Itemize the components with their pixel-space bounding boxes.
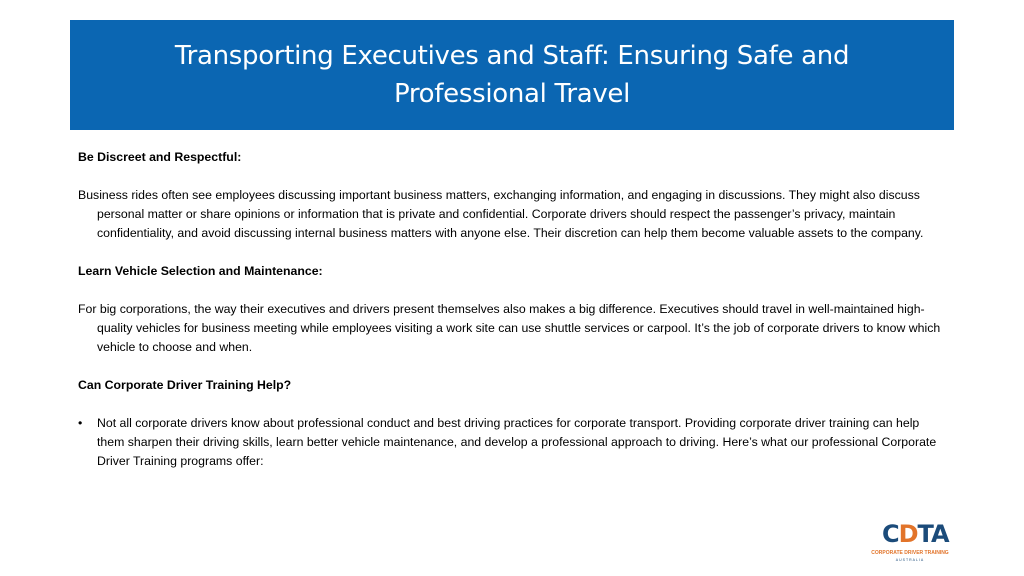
section-heading-vehicle: Learn Vehicle Selection and Maintenance: bbox=[78, 264, 323, 278]
bullet-item bbox=[78, 414, 950, 471]
bullet-text: Not all corporate drivers know about professional conduct and best driving practices for corporate transport. Providing corporate driver training can help them sharpen their driving skills, learn better vehicle maintenance, and develop a professional approach to driving. Here’s what our professional Corporate Driver Training programs offer: bbox=[97, 416, 937, 468]
logo-wordmark bbox=[882, 520, 949, 548]
logo-letter-d: D bbox=[898, 520, 918, 548]
title-banner bbox=[70, 20, 954, 130]
slide-content bbox=[78, 148, 950, 471]
section-body-discreet: Business rides often see employees discussing important business matters, exchanging information, and engaging in discussions. They might also discuss personal matter or share opinions or information that is private and confidential. Corporate drivers should respect the passenger’s privacy, maintain confidentiality, and avoid discussing internal business matters with anyone else. Their discretion can help them become valuable assets to the company. bbox=[78, 188, 924, 240]
section-heading-training: Can Corporate Driver Training Help? bbox=[78, 378, 292, 392]
section-heading-discreet: Be Discreet and Respectful: bbox=[78, 150, 242, 164]
spacer bbox=[78, 281, 950, 300]
spacer bbox=[78, 395, 950, 414]
logo-subtitle: AUSTRALIA bbox=[895, 558, 925, 562]
spacer bbox=[78, 167, 950, 186]
bullet-dot: • bbox=[78, 416, 83, 430]
logo-tagline: CORPORATE DRIVER TRAINING bbox=[871, 550, 949, 556]
logo-letter-c: C bbox=[882, 520, 899, 548]
spacer bbox=[78, 357, 950, 376]
section-body-vehicle: For big corporations, the way their executives and drivers present themselves also makes a big difference. Executives should travel in well-maintained high-quality vehicles for business meeting while employees visiting a work site can use shuttle services or carpool. It’s the job of corporate drivers to know which vehicle to choose and when. bbox=[78, 302, 941, 354]
spacer bbox=[78, 243, 950, 262]
slide-title: Transporting Executives and Staff: Ensuring Safe and Professional Travel bbox=[174, 41, 850, 109]
logo-letters-ta: TA bbox=[917, 520, 949, 548]
cdta-logo bbox=[866, 520, 954, 568]
